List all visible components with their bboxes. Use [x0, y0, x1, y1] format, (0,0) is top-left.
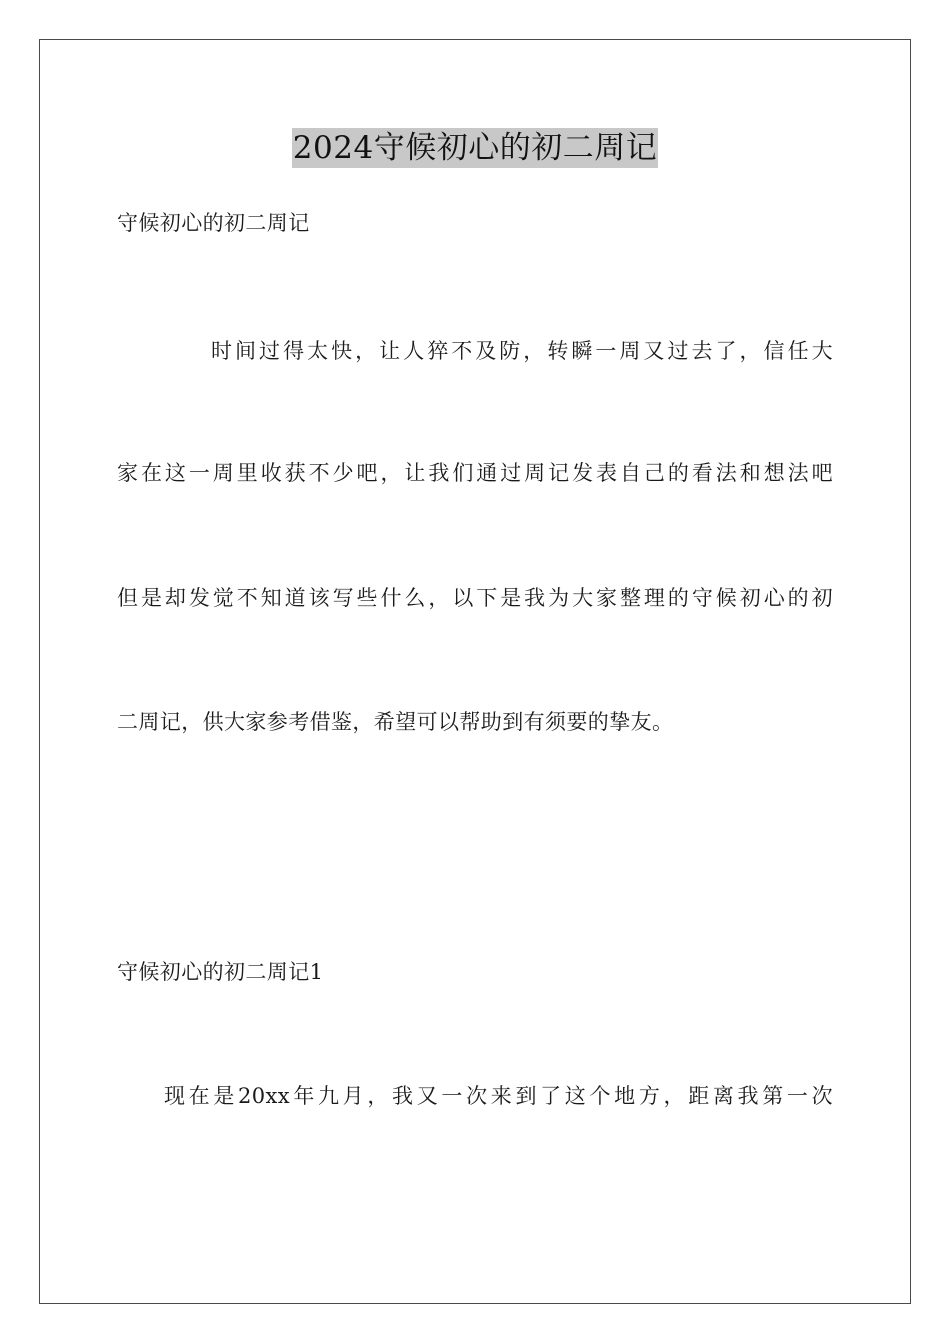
title-container — [0, 128, 950, 168]
document-title: 2024守候初心的初二周记 — [292, 130, 658, 166]
section-heading: 守候初心的初二周记1 — [117, 960, 324, 984]
document-subtitle: 守候初心的初二周记 — [117, 211, 310, 235]
intro-line-3: 但是却发觉不知道该写些什么，以下是我为大家整理的守候初心的初 — [117, 586, 833, 610]
intro-line-4: 二周记，供大家参考借鉴，希望可以帮助到有须要的挚友。 — [117, 710, 674, 734]
intro-line-2: 家在这一周里收获不少吧，让我们通过周记发表自己的看法和想法吧 — [117, 461, 833, 485]
section-line-1: 现在是20xx年九月，我又一次来到了这个地方，距离我第一次 — [164, 1084, 833, 1108]
intro-line-1: 时间过得太快，让人猝不及防，转瞬一周又过去了，信任大 — [211, 339, 833, 363]
